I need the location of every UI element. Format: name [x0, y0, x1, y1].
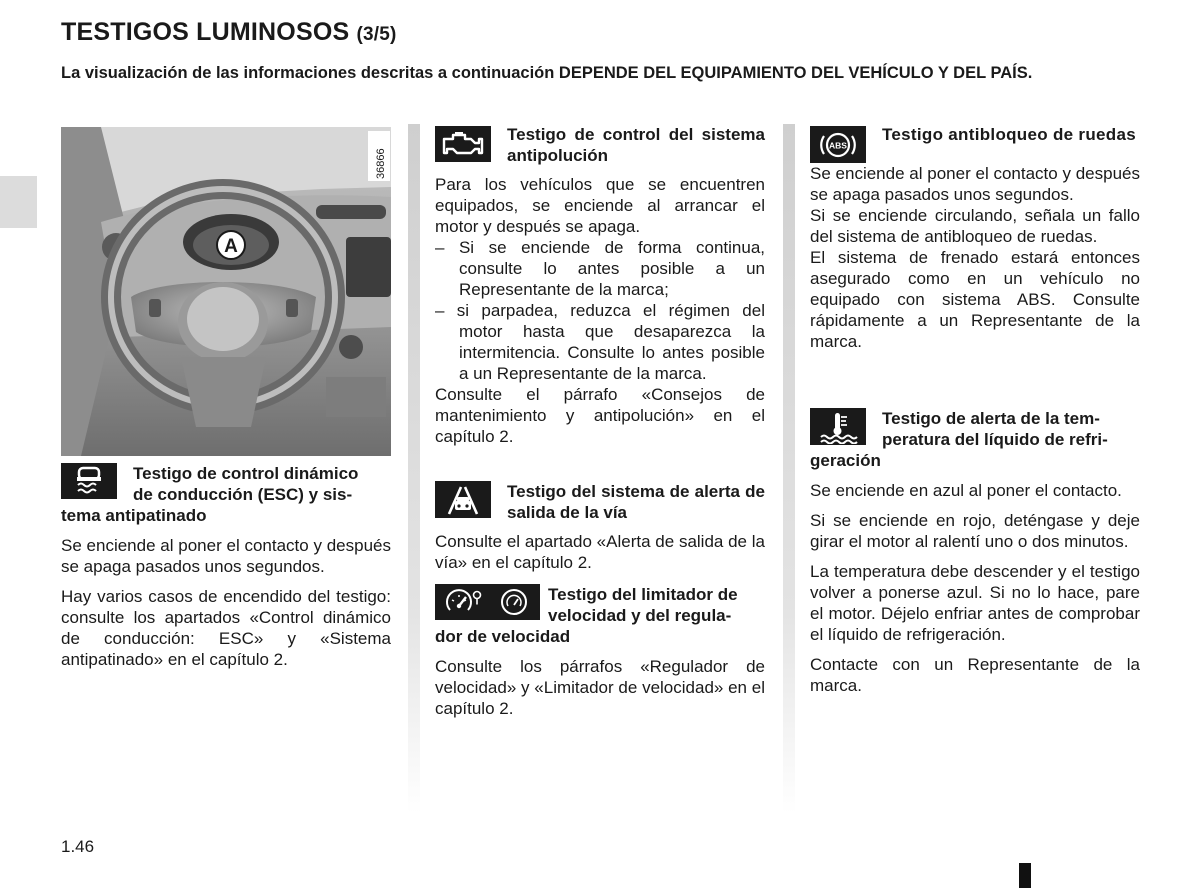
page-number: 1.46 [61, 837, 95, 856]
chapter-tab [0, 176, 37, 228]
emission-list-item: – Si se enciende de forma continua, consulte lo antes posible a un Representante de la marca; [435, 238, 765, 299]
abs-warning-icon [810, 126, 866, 163]
coolant-temp-paragraph: Contacte con un Representante de la marca. [810, 655, 1140, 695]
coolant-temp-section [810, 408, 1140, 696]
esc-paragraph: Se enciende al poner el contacto y después se apaga pasados unos segundos. [61, 536, 391, 576]
emission-heading: Testigo de control del sistema antipolución [507, 125, 765, 165]
engine-warning-icon [435, 126, 491, 162]
speed-limiter-icon [435, 584, 540, 620]
abs-heading: Testigo antibloqueo de ruedas [882, 125, 1136, 144]
coolant-temp-paragraph: La temperatura debe descender y el testigo volver a ponerse azul. Si no lo hace, pare el motor. Déjelo enfriar antes de comprobar el líquido de refrigeración. [810, 562, 1140, 644]
emission-paragraph: Para los vehículos que se encuentren equipados, se enciende al arrancar el motor y después se apaga. [435, 175, 765, 236]
lane-departure-paragraph: Consulte el apartado «Alerta de salida de la vía» en el capítulo 2. [435, 532, 765, 572]
abs-paragraph: Se enciende al poner el contacto y después se apaga pasados unos segundos. [810, 164, 1140, 204]
abs-icon-text: ABS [829, 140, 847, 150]
esc-heading: Testigo de control dinámico de conducción (ESC) y sis- tema antipatinado [61, 464, 359, 525]
emission-list-item: – si parpadea, reduzca el régimen del motor hasta que desaparezca la intermitencia. Consulte lo antes posible a un Representante de la marca. [435, 301, 765, 383]
page-title-suffix: (3/5) [356, 24, 397, 45]
speed-limiter-paragraph: Consulte los párrafos «Regulador de velocidad» y «Limitador de velocidad» en el capítulo 2. [435, 657, 765, 718]
speed-limiter-heading: Testigo del limitador de velocidad y del regula- dor de velocidad [435, 585, 738, 646]
page-edge-marker [1019, 863, 1031, 888]
coolant-temp-paragraph: Si se enciende en rojo, deténgase y deje girar el motor al ralentí uno o dos minutos. [810, 511, 1140, 551]
coolant-temp-heading: Testigo de alerta de la tem- peratura del líquido de refri- geración [810, 409, 1108, 470]
esc-section [61, 463, 391, 670]
lane-departure-icon [435, 481, 491, 518]
esc-warning-icon [61, 463, 117, 499]
dashboard-photo [61, 127, 391, 456]
abs-paragraph: Si se enciende circulando, señala un fallo del sistema de antibloqueo de ruedas. [810, 206, 1140, 246]
esc-paragraph: Hay varios casos de encendido del testigo: consulte los apartados «Control dinámico de conducción: ESC» y «Sistema antipatinado» en el capítulo 2. [61, 587, 391, 669]
column-separator [408, 124, 420, 814]
abs-section [810, 124, 1140, 352]
page-title-text: TESTIGOS LUMINOSOS [61, 18, 350, 46]
lane-departure-section [435, 481, 765, 573]
speed-limiter-section [435, 584, 765, 719]
figure-code: 36866 [375, 148, 387, 179]
emission-paragraph: Consulte el párrafo «Consejos de mantenimiento y antipolución» en el capítulo 2. [435, 385, 765, 446]
page-title [61, 18, 397, 47]
emission-section [435, 124, 765, 447]
coolant-temp-paragraph: Se enciende en azul al poner el contacto. [810, 481, 1122, 500]
coolant-temp-icon [810, 408, 866, 445]
lane-departure-heading: Testigo del sistema de alerta de salida de la vía [507, 482, 765, 522]
abs-paragraph: El sistema de frenado estará entonces asegurado como en un vehículo no equipado con sistema ABS. Consulte rápidamente a un Representante de la marca. [810, 248, 1140, 351]
figure-callout-a: A [224, 236, 238, 257]
column-separator [783, 124, 795, 814]
intro-paragraph: La visualización de las informaciones descritas a continuación DEPENDE DEL EQUIPAMIENTO DEL VEHÍCULO Y DEL PAÍS. [61, 64, 1033, 82]
